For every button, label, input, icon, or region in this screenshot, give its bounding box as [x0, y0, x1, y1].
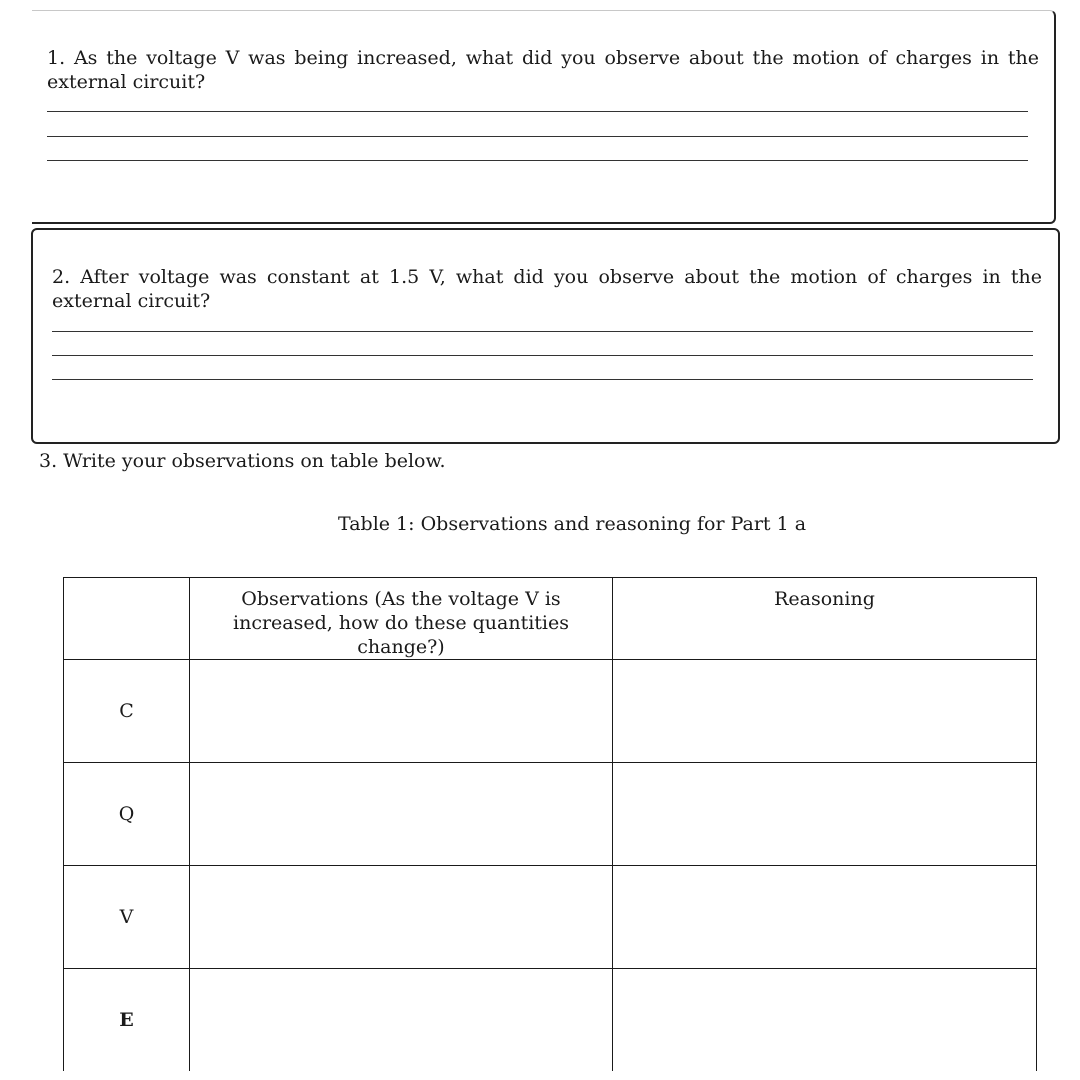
reasoning-cell-e[interactable] [613, 969, 1037, 1072]
observations-table [63, 577, 1037, 1071]
row-label-e: E [64, 969, 190, 1072]
table-row [64, 969, 1037, 1072]
question-1-text: 1. As the voltage V was being increased, what did you observe about the motion of charges in the external circuit? [47, 47, 1039, 93]
reasoning-cell-q[interactable] [613, 763, 1037, 866]
observation-cell-c[interactable] [190, 660, 613, 763]
reasoning-cell-c[interactable] [613, 660, 1037, 763]
table-row [64, 866, 1037, 969]
observation-cell-v[interactable] [190, 866, 613, 969]
table-row [64, 763, 1037, 866]
observation-cell-e[interactable] [190, 969, 613, 1072]
q2-answer-line-2[interactable] [52, 355, 1033, 356]
row-label-v: V [64, 866, 190, 969]
q1-answer-line-1[interactable] [47, 111, 1028, 112]
observation-cell-q[interactable] [190, 763, 613, 866]
header-observations-text: Observations (As the voltage V is increased, how do these quantities change?) [233, 588, 569, 658]
question-1-box [32, 10, 1056, 224]
table-header-row [64, 578, 1037, 660]
header-corner-cell [64, 578, 190, 660]
reasoning-cell-v[interactable] [613, 866, 1037, 969]
header-reasoning-text: Reasoning [774, 588, 875, 610]
row-label-q: Q [64, 763, 190, 866]
table-row [64, 660, 1037, 763]
q2-answer-line-1[interactable] [52, 331, 1033, 332]
q1-answer-line-2[interactable] [47, 136, 1028, 137]
question-2-box [31, 228, 1060, 444]
row-label-c: C [64, 660, 190, 763]
header-reasoning [613, 578, 1037, 660]
question-2-text: 2. After voltage was constant at 1.5 V, what did you observe about the motion of charges in the external circuit? [52, 266, 1042, 312]
question-3-text: 3. Write your observations on table below. [39, 450, 446, 472]
header-observations [190, 578, 613, 660]
table-caption: Table 1: Observations and reasoning for Part 1 a [338, 513, 807, 535]
q1-answer-line-3[interactable] [47, 160, 1028, 161]
q2-answer-line-3[interactable] [52, 379, 1033, 380]
